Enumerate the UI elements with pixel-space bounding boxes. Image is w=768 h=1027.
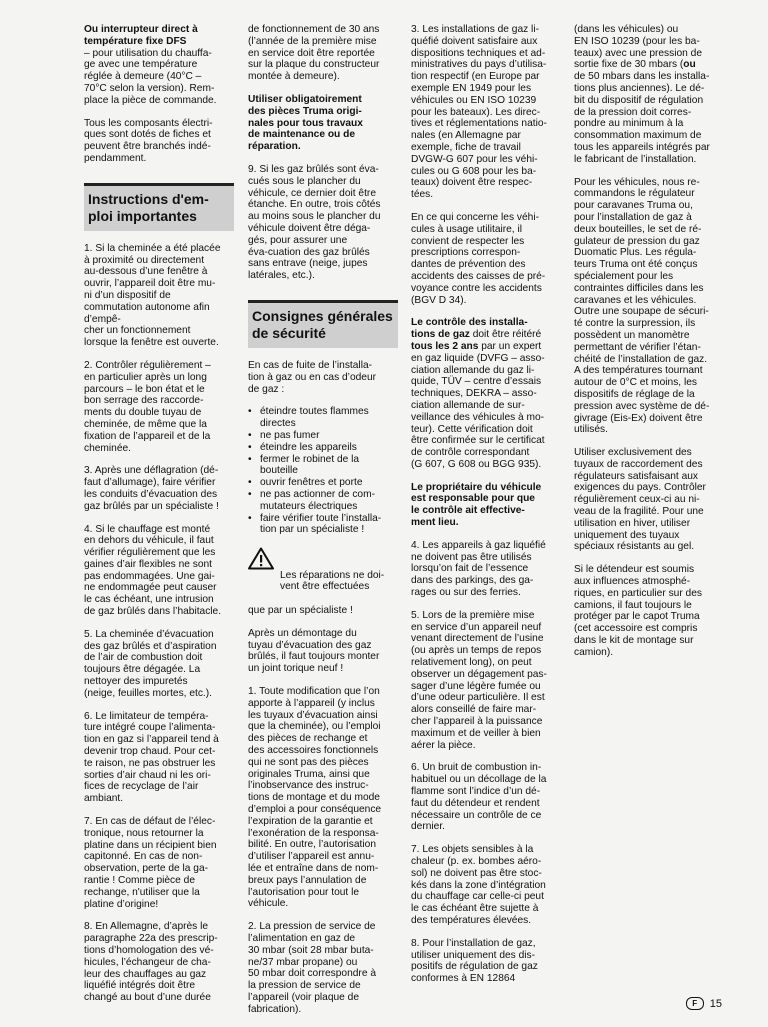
cover-paragraph: Si le détendeur est soumis aux influences atmosphé- riques, en particulier sur des camions, il faut toujours le protéger par le capot Truma (cet accessoire est compris dans le kit de montage sur camion). bbox=[574, 564, 702, 658]
instruction-item-7: 7. En cas de défaut de l’élec- tronique, nous retourner la platine dans un récipient bien capitonné. En cas de non- observation, perte de la ga- rantie ! Comme pièce de rechange, n'utiliser que la platine d’origine! bbox=[84, 816, 217, 910]
safety-item-8: 8. Pour l’installation de gaz, utiliser uniquement des dis- positifs de régulation de gaz conformes à EN 12864 bbox=[411, 937, 538, 985]
list-item: • éteindre les appareils bbox=[248, 442, 398, 454]
inspection-interval: tous les 2 ans bbox=[411, 340, 479, 352]
instruction-item-4: 4. Si le chauffage est monté en dehors du véhicule, il faut vérifier régulièrement que les gaines d’air flexibles ne sont pas endommagées. Une gai- ne endommagée peut causer le cas échéant, une intrusion de gaz brûlés dans l’habitacle. bbox=[84, 523, 222, 618]
list-item: • ne pas actionner de com- mutateurs électriques bbox=[248, 489, 398, 513]
safety-item-7: 7. Les objets sensibles à la chaleur (p. ex. bombes aéro- sol) ne doivent pas être stoc- kés dans la zone d’intégration du chauffage car celle-ci peut le cas échéant être sujette à des températures élevées. bbox=[411, 844, 546, 926]
inspection-bold: Le contrôle des installa- tions de gaz bbox=[411, 317, 528, 341]
gas-leak-intro: En cas de fuite de l’installa- tion à gaz ou en cas d’odeur de gaz : bbox=[248, 359, 377, 395]
instruction-item-9: 9. Si les gaz brûlés sont éva- cués sous le plancher du véhicule, ce dernier doit être étanche. En outre, trois côtés au moins sous le plancher du véhicule doivent être dégа- gés, pour assurer une éva-cuation des gaz brûlés sans entrave (neige, jupes latérales, etc.). bbox=[248, 163, 381, 282]
regulator-text-a: (dans les véhicules) ou EN ISO 10239 (pour les ba- teaux) avec une pression de sortie fixe de 30 mbars ( bbox=[574, 24, 702, 71]
safety-item-6: 6. Un bruit de combustion in- habituel ou un décollage de la flamme sont l’indice d’un dé- faut du détendeur et rendent nécessaire un contrôle de ce dernier. bbox=[411, 762, 547, 833]
seal-paragraph: Après un démontage du tuyau d’évacuation des gaz brûlés, il faut toujours monter un joint torique neuf ! bbox=[248, 627, 380, 675]
hoses-paragraph: Utiliser exclusivement des tuyaux de raccordement des régulateurs satisfaisant aux exigences du pays. Contrôler régulièrement ceux-ci au ni- veau de la fragilité. Pour une utilisation en hiver, utiliser uniquement des tuyaux spéciaux résistants au gel. bbox=[574, 447, 706, 553]
list-item: • faire vérifier toute l’installa- tion par un spécialiste ! bbox=[248, 513, 398, 537]
list-item: • éteindre toutes flammes directes bbox=[248, 406, 398, 430]
safety-item-5: 5. Lors de la première mise en service d’un appareil neuf venant directement de l’usine (ou après un temps de repos relativement long), on peut observer un dégagement pas- sager d’une légère fumée ou d’une odeur particulière. Il est alors conseillé de faire mar- cher l’appareil à la puissance maximum et de veiller à bien aérer la pièce. bbox=[411, 609, 547, 751]
heading-instructions: Instructions d'em- ploi importantes bbox=[84, 183, 234, 231]
instruction-item-1: 1. Si la cheminée a été placée à proximité ou directement au-dessous d’une fenêtre à ouvrir, l’appareil doit être mu- ni d’un dispositif de commutation autonome afin d’empê- cher un fonctionnement lorsque la fenêtre est ouverte. bbox=[84, 242, 221, 349]
original-parts-notice bbox=[248, 94, 398, 153]
service-life-paragraph: de fonctionnement de 30 ans (l’année de la première mise en service doit être reportée sur la plaque du constructeur montée à demeure). bbox=[248, 24, 380, 83]
regulator-text-b: de 50 mbars dans les installa- tions plus anciennes). Le dé- bit du dispositif de régulation de la pression doit corres- pondre au minimum à la consommation maximum de tous les appareils intégrés par le fabricant de l’installation. bbox=[574, 71, 710, 165]
column-2 bbox=[248, 24, 398, 1027]
list-item: • fermer le robinet de la bouteille bbox=[248, 454, 398, 478]
components-paragraph: Tous les composants électri- ques sont dotés de fiches et peuvent être branchés indé- pendamment. bbox=[84, 117, 213, 164]
instruction-item-3: 3. Après une déflagration (dé- faut d’allumage), faire vérifier les conduits d’évacuation des gaz brûlés par un spécialiste ! bbox=[84, 465, 219, 512]
safety-item-4: 4. Les appareils à gaz liquéfié ne doivent pas être utilisés lorsqu’on fait de l’essence dans des parkings, des ga- rages ou sur des ferries. bbox=[411, 539, 546, 599]
instruction-item-8: 8. En Allemagne, d’après le paragraphe 22a des prescrip- tions d’homologation des vé- hicules, l’échangeur de cha- leur des chauffages au gaz liquéfié intégrés doit être changé au bout d’une durée bbox=[84, 921, 218, 1004]
utility-vehicles-paragraph: En ce qui concerne les véhi- cules à usage utilitaire, il convient de respecter les prescriptions correspon- dantes de prévention des accidents des caisses de pré- voyance contre les accidents (BGV D 34). bbox=[411, 211, 546, 306]
language-badge: F bbox=[686, 997, 704, 1010]
page-number: 15 bbox=[709, 997, 722, 1010]
warning-triangle-icon bbox=[248, 547, 274, 570]
warning-text: Les réparations ne doi- vent être effectuées bbox=[280, 569, 385, 593]
instruction-item-2: 2. Contrôler régulièrement – en particulier après un long parcours – le bon état et le bon serrage des raccorde- ments du double tuyau de cheminée, de même que la fixation de l’appareil et de la cheminée. bbox=[84, 359, 211, 454]
dfs-paragraph bbox=[84, 24, 234, 107]
column-4 bbox=[574, 24, 726, 670]
list-item: • ne pas fumer bbox=[248, 430, 398, 442]
truma-regulator-paragraph: Pour les véhicules, nous re- commandons le régulateur pour caravanes Truma ou, pour l’installation de gaz à deux bouteilles, le set de ré- gulateur de pression du gaz Duomatic Plus. Les régula- teurs Truma ont été conçus spécialement pour les contraintes difficiles dans les caravanes et les véhicules. Outre une soupape de sécuri- té contre la surpression, ils possèdent un manomètre permettant de vérifier l’étan- chéité de l’installation de gaz. A des températures tournant autour de 0°C et moins, les dispositifs de réglage de la pression avec système de dé- givrage (Eis-Ex) doivent être utilisés. bbox=[574, 176, 710, 436]
dfs-text: – pour utilisation du chauffa- ge avec une température réglée à demeure (40°C – 70°C selon la version). Rem- place la pièce de commande. bbox=[84, 47, 217, 106]
warning-block bbox=[248, 546, 398, 617]
instruction-item-5: 5. La cheminée d’évacuation des gaz brûlés et d’aspiration de l’air de combustion doit toujours être dégagée. La nettoyer des impuretés (neige, feuilles mortes, etc.). bbox=[84, 628, 217, 699]
safety-item-1: 1. Toute modification que l’on apporte à l’appareil (y inclus les tuyaux d’évacuation ainsi que la cheminée), ou l’emploi des pièces de rechange et des accessoires fonctionnels qui ne sont pas des pièces originales Truma, ainsi que l’inobservance des instruc- tions de montage et du mode d’emploi a pour conséquence l’expiration de la garantie et l’exonération de la responsa- bilité. En outre, l’autorisation d’utiliser l’appareil est annu- lée et entraîne dans de nom- breux pays l’annulation de l’autorisation pour tout le véhicule. bbox=[248, 686, 382, 910]
gas-leak-list bbox=[248, 406, 398, 536]
inspection-paragraph bbox=[411, 317, 561, 470]
safety-item-2: 2. La pression de service de l’alimentation en gaz de 30 mbar (soit 28 mbar buta- ne/37 mbar propane) ou 50 mbar doit correspondre à la pression de service de l’appareil (voir plaque de fabrication). bbox=[248, 921, 376, 1015]
regulator-bold: ou bbox=[683, 59, 696, 71]
column-1 bbox=[84, 24, 234, 1015]
inspection-mid: doit être réitéré bbox=[472, 329, 542, 341]
owner-responsibility-bold: Le propriétaire du véhicule est responsable pour que le contrôle ait effective- ment lieu. bbox=[411, 481, 542, 529]
list-item: • ouvrir fenêtres et porte bbox=[248, 477, 398, 489]
safety-item-3: 3. Les installations de gaz li- quéfié doivent satisfaire aux dispositions techniques et ad- ministratives du pays d’utilisa- tion respectif (en Europe par exemple EN 1949 pour les véhicules ou EN ISO 10239 pour les bateaux). Les direc- tives et réglementations natio- nales (en Allemagne par exemple, fiche de travail DVGW-G 607 pour les véhi- cules ou G 608 pour les ba- teaux) doivent être respec- tées. bbox=[411, 24, 547, 201]
instruction-item-6: 6. Le limitateur de tempéra- ture intégré coupe l’alimenta- tion en gaz si l’appareil tend à devenir trop chaud. Pour cet- te raison, ne pas obstruer les sorties d’air chaud ni les ori- fices de recyclage de l’air ambiant. bbox=[84, 710, 219, 805]
owner-responsibility bbox=[411, 482, 561, 529]
column-3 bbox=[411, 24, 561, 996]
original-parts-bold: Utiliser obligatoirement des pièces Truma origi- nales pour tous travaux de maintenance ou de réparation. bbox=[248, 93, 363, 153]
regulator-paragraph bbox=[574, 24, 726, 166]
inspection-rest: par un expert en gaz liquide (DVFG – asso- ciation allemande du gaz li- quide, TÜV – centre d’essais techniques, DEKRA – asso- ciation allemande de sur- veillance des véhicules à mo- teur). Cette vérification doit être confirmée sur le certificat de contrôle correspondant (G 607, G 608 ou BGG 935). bbox=[411, 340, 545, 470]
page-footer bbox=[686, 997, 722, 1010]
heading-safety: Consignes générales de sécurité bbox=[248, 300, 398, 348]
dfs-bold: Ou interrupteur direct à température fixe DFS bbox=[84, 24, 198, 47]
warning-text-continued: que par un spécialiste ! bbox=[248, 605, 353, 617]
